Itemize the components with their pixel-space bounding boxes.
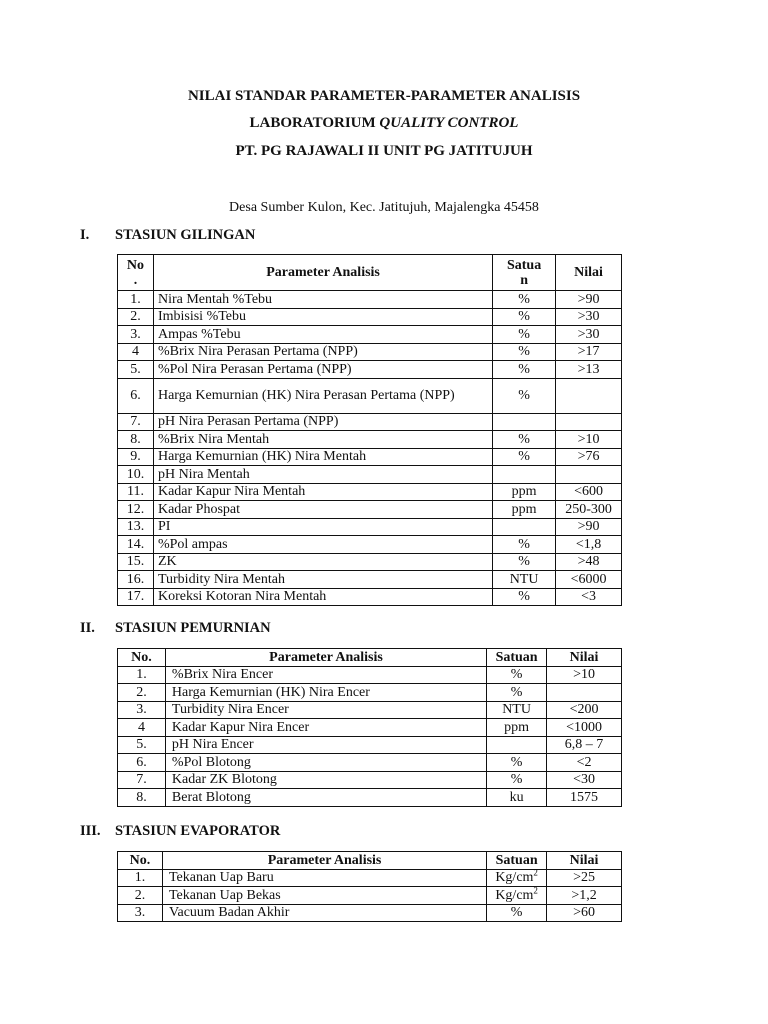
table-row	[118, 571, 622, 589]
cell-satuan	[493, 466, 556, 484]
table-stasiun-evaporator	[117, 851, 622, 922]
cell-no: 3.	[118, 326, 154, 344]
cell-nilai: <200	[547, 701, 622, 719]
cell-satuan: %	[487, 666, 547, 684]
cell-parameter: Koreksi Kotoran Nira Mentah	[153, 588, 492, 606]
cell-no: 13.	[118, 518, 154, 536]
cell-parameter: Harga Kemurnian (HK) Nira Mentah	[153, 448, 492, 466]
cell-parameter: %Brix Nira Perasan Pertama (NPP)	[153, 343, 492, 361]
table-header-row	[118, 649, 622, 667]
cell-parameter: pH Nira Encer	[165, 736, 486, 754]
header-satuan: Satua n	[493, 255, 556, 291]
cell-no: 15.	[118, 553, 154, 571]
cell-no: 16.	[118, 571, 154, 589]
cell-nilai: >10	[547, 666, 622, 684]
cell-parameter: Imbisisi %Tebu	[153, 308, 492, 326]
cell-nilai: <1000	[547, 719, 622, 737]
table-stasiun-pemurnian	[117, 648, 622, 807]
section-heading-evaporator	[80, 823, 280, 840]
section-number: III.	[80, 823, 101, 839]
table-row	[118, 291, 622, 309]
cell-satuan: %	[487, 771, 547, 789]
cell-no: 6.	[118, 754, 166, 772]
table-row	[118, 736, 622, 754]
cell-parameter: Kadar Kapur Nira Mentah	[153, 483, 492, 501]
cell-nilai: >30	[556, 326, 622, 344]
table-row	[118, 466, 622, 484]
cell-no: 2.	[118, 684, 166, 702]
cell-satuan: %	[487, 754, 547, 772]
cell-nilai: >17	[556, 343, 622, 361]
table-row	[118, 754, 622, 772]
cell-parameter: Harga Kemurnian (HK) Nira Encer	[165, 684, 486, 702]
cell-no: 7.	[118, 413, 154, 431]
cell-no: 8.	[118, 789, 166, 807]
cell-satuan	[487, 736, 547, 754]
table-row	[118, 666, 622, 684]
company-address: Desa Sumber Kulon, Kec. Jatitujuh, Majalengka 45458	[229, 200, 539, 215]
cell-no: 9.	[118, 448, 154, 466]
cell-satuan: %	[493, 448, 556, 466]
section-heading-pemurnian	[80, 620, 271, 637]
cell-no: 7.	[118, 771, 166, 789]
title-lab-prefix: LABORATORIUM	[249, 115, 380, 131]
cell-nilai: >48	[556, 553, 622, 571]
cell-no: 14.	[118, 536, 154, 554]
cell-nilai: <6000	[556, 571, 622, 589]
cell-no: 5.	[118, 736, 166, 754]
cell-satuan	[493, 518, 556, 536]
cell-nilai: <30	[547, 771, 622, 789]
table-body	[118, 869, 622, 922]
cell-nilai: >13	[556, 361, 622, 379]
cell-nilai: >60	[547, 904, 622, 922]
table-body	[118, 666, 622, 806]
cell-satuan: %	[493, 553, 556, 571]
cell-satuan	[493, 413, 556, 431]
header-parameter: Parameter Analisis	[162, 852, 486, 870]
cell-no: 10.	[118, 466, 154, 484]
header-parameter: Parameter Analisis	[165, 649, 486, 667]
document-title-line-3: PT. PG RAJAWALI II UNIT PG JATITUJUH	[235, 143, 533, 159]
header-nilai: Nilai	[547, 852, 622, 870]
header-nilai: Nilai	[556, 255, 622, 291]
table-row	[118, 588, 622, 606]
cell-parameter: Nira Mentah %Tebu	[153, 291, 492, 309]
cell-nilai: >10	[556, 431, 622, 449]
cell-no: 3.	[118, 904, 163, 922]
cell-nilai: >25	[547, 869, 622, 887]
cell-parameter: Tekanan Uap Bekas	[162, 887, 486, 905]
table-row	[118, 501, 622, 519]
table-row	[118, 536, 622, 554]
section-heading-gilingan	[80, 227, 255, 244]
table-row	[118, 326, 622, 344]
table-row	[118, 483, 622, 501]
table-row	[118, 448, 622, 466]
cell-parameter: Vacuum Badan Akhir	[162, 904, 486, 922]
header-nilai: Nilai	[547, 649, 622, 667]
cell-parameter: Turbidity Nira Encer	[165, 701, 486, 719]
cell-no: 2.	[118, 308, 154, 326]
cell-parameter: Harga Kemurnian (HK) Nira Perasan Pertama (NPP)	[153, 378, 492, 413]
cell-parameter: Kadar Kapur Nira Encer	[165, 719, 486, 737]
cell-no: 12.	[118, 501, 154, 519]
cell-satuan: %	[493, 588, 556, 606]
cell-satuan: %	[493, 291, 556, 309]
cell-no: 8.	[118, 431, 154, 449]
unit-superscript: 2	[533, 885, 538, 896]
cell-satuan: $Kg/cm^2$	[487, 887, 547, 905]
cell-parameter: %Pol ampas	[153, 536, 492, 554]
cell-satuan: %	[493, 378, 556, 413]
table-row	[118, 378, 622, 413]
cell-no: 3.	[118, 701, 166, 719]
cell-satuan: $Kg/cm^2$	[487, 869, 547, 887]
cell-satuan: ppm	[487, 719, 547, 737]
cell-nilai: >76	[556, 448, 622, 466]
unit-superscript: 2	[533, 867, 538, 878]
cell-satuan: %	[487, 904, 547, 922]
cell-no: 1.	[118, 666, 166, 684]
cell-nilai: >30	[556, 308, 622, 326]
section-title: STASIUN EVAPORATOR	[115, 823, 281, 839]
cell-parameter: Kadar Phospat	[153, 501, 492, 519]
table-stasiun-gilingan	[117, 254, 622, 606]
cell-parameter: %Pol Nira Perasan Pertama (NPP)	[153, 361, 492, 379]
cell-satuan: NTU	[493, 571, 556, 589]
cell-parameter: Berat Blotong	[165, 789, 486, 807]
cell-nilai	[547, 684, 622, 702]
table-row	[118, 771, 622, 789]
table-row	[118, 887, 622, 905]
cell-nilai: >90	[556, 518, 622, 536]
cell-satuan: %	[487, 684, 547, 702]
cell-satuan: %	[493, 536, 556, 554]
cell-no: 4	[118, 343, 154, 361]
cell-satuan: %	[493, 308, 556, 326]
cell-nilai: 250-300	[556, 501, 622, 519]
cell-satuan: ppm	[493, 501, 556, 519]
table-row	[118, 684, 622, 702]
cell-nilai	[556, 413, 622, 431]
header-no: No.	[118, 649, 166, 667]
cell-satuan: %	[493, 326, 556, 344]
section-number: II.	[80, 620, 95, 636]
cell-parameter: %Pol Blotong	[165, 754, 486, 772]
table-row	[118, 361, 622, 379]
cell-nilai	[556, 466, 622, 484]
cell-satuan: NTU	[487, 701, 547, 719]
cell-satuan: %	[493, 343, 556, 361]
cell-parameter: ZK	[153, 553, 492, 571]
header-satuan: Satuan	[487, 649, 547, 667]
cell-parameter: %Brix Nira Mentah	[153, 431, 492, 449]
cell-parameter: pH Nira Perasan Pertama (NPP)	[153, 413, 492, 431]
table-row	[118, 719, 622, 737]
table-row	[118, 869, 622, 887]
table-row	[118, 701, 622, 719]
cell-parameter: Ampas %Tebu	[153, 326, 492, 344]
cell-nilai: 1575	[547, 789, 622, 807]
cell-nilai: <2	[547, 754, 622, 772]
title-quality-control: QUALITY CONTROL	[379, 115, 519, 131]
cell-no: 11.	[118, 483, 154, 501]
cell-nilai: 6,8 – 7	[547, 736, 622, 754]
document-title-line-2	[0, 115, 768, 132]
cell-satuan: ku	[487, 789, 547, 807]
table-row	[118, 904, 622, 922]
table-row	[118, 308, 622, 326]
cell-nilai: <600	[556, 483, 622, 501]
section-title: STASIUN GILINGAN	[115, 227, 256, 243]
table-row	[118, 789, 622, 807]
cell-no: 4	[118, 719, 166, 737]
cell-parameter: Tekanan Uap Baru	[162, 869, 486, 887]
table-row	[118, 431, 622, 449]
cell-nilai	[556, 378, 622, 413]
cell-nilai: <1,8	[556, 536, 622, 554]
cell-nilai: <3	[556, 588, 622, 606]
header-satuan: Satuan	[487, 852, 547, 870]
cell-parameter: Kadar ZK Blotong	[165, 771, 486, 789]
header-no: No.	[118, 852, 163, 870]
cell-parameter: PI	[153, 518, 492, 536]
table-row	[118, 413, 622, 431]
document-title-line-1: NILAI STANDAR PARAMETER-PARAMETER ANALISIS	[187, 88, 581, 104]
cell-no: 6.	[118, 378, 154, 413]
cell-parameter: pH Nira Mentah	[153, 466, 492, 484]
cell-parameter: %Brix Nira Encer	[165, 666, 486, 684]
cell-no: 17.	[118, 588, 154, 606]
cell-satuan: ppm	[493, 483, 556, 501]
header-no: No .	[118, 255, 154, 291]
table-row	[118, 343, 622, 361]
cell-parameter: Turbidity Nira Mentah	[153, 571, 492, 589]
cell-no: 1.	[118, 869, 163, 887]
table-row	[118, 518, 622, 536]
cell-satuan: %	[493, 361, 556, 379]
header-parameter: Parameter Analisis	[153, 255, 492, 291]
cell-satuan: %	[493, 431, 556, 449]
cell-no: 1.	[118, 291, 154, 309]
cell-no: 5.	[118, 361, 154, 379]
table-header-row	[118, 852, 622, 870]
cell-nilai: >1,2	[547, 887, 622, 905]
section-number: I.	[80, 227, 90, 243]
section-title: STASIUN PEMURNIAN	[115, 620, 271, 636]
table-body	[118, 291, 622, 606]
table-header-row	[118, 255, 622, 291]
table-row	[118, 553, 622, 571]
cell-no: 2.	[118, 887, 163, 905]
cell-nilai: >90	[556, 291, 622, 309]
